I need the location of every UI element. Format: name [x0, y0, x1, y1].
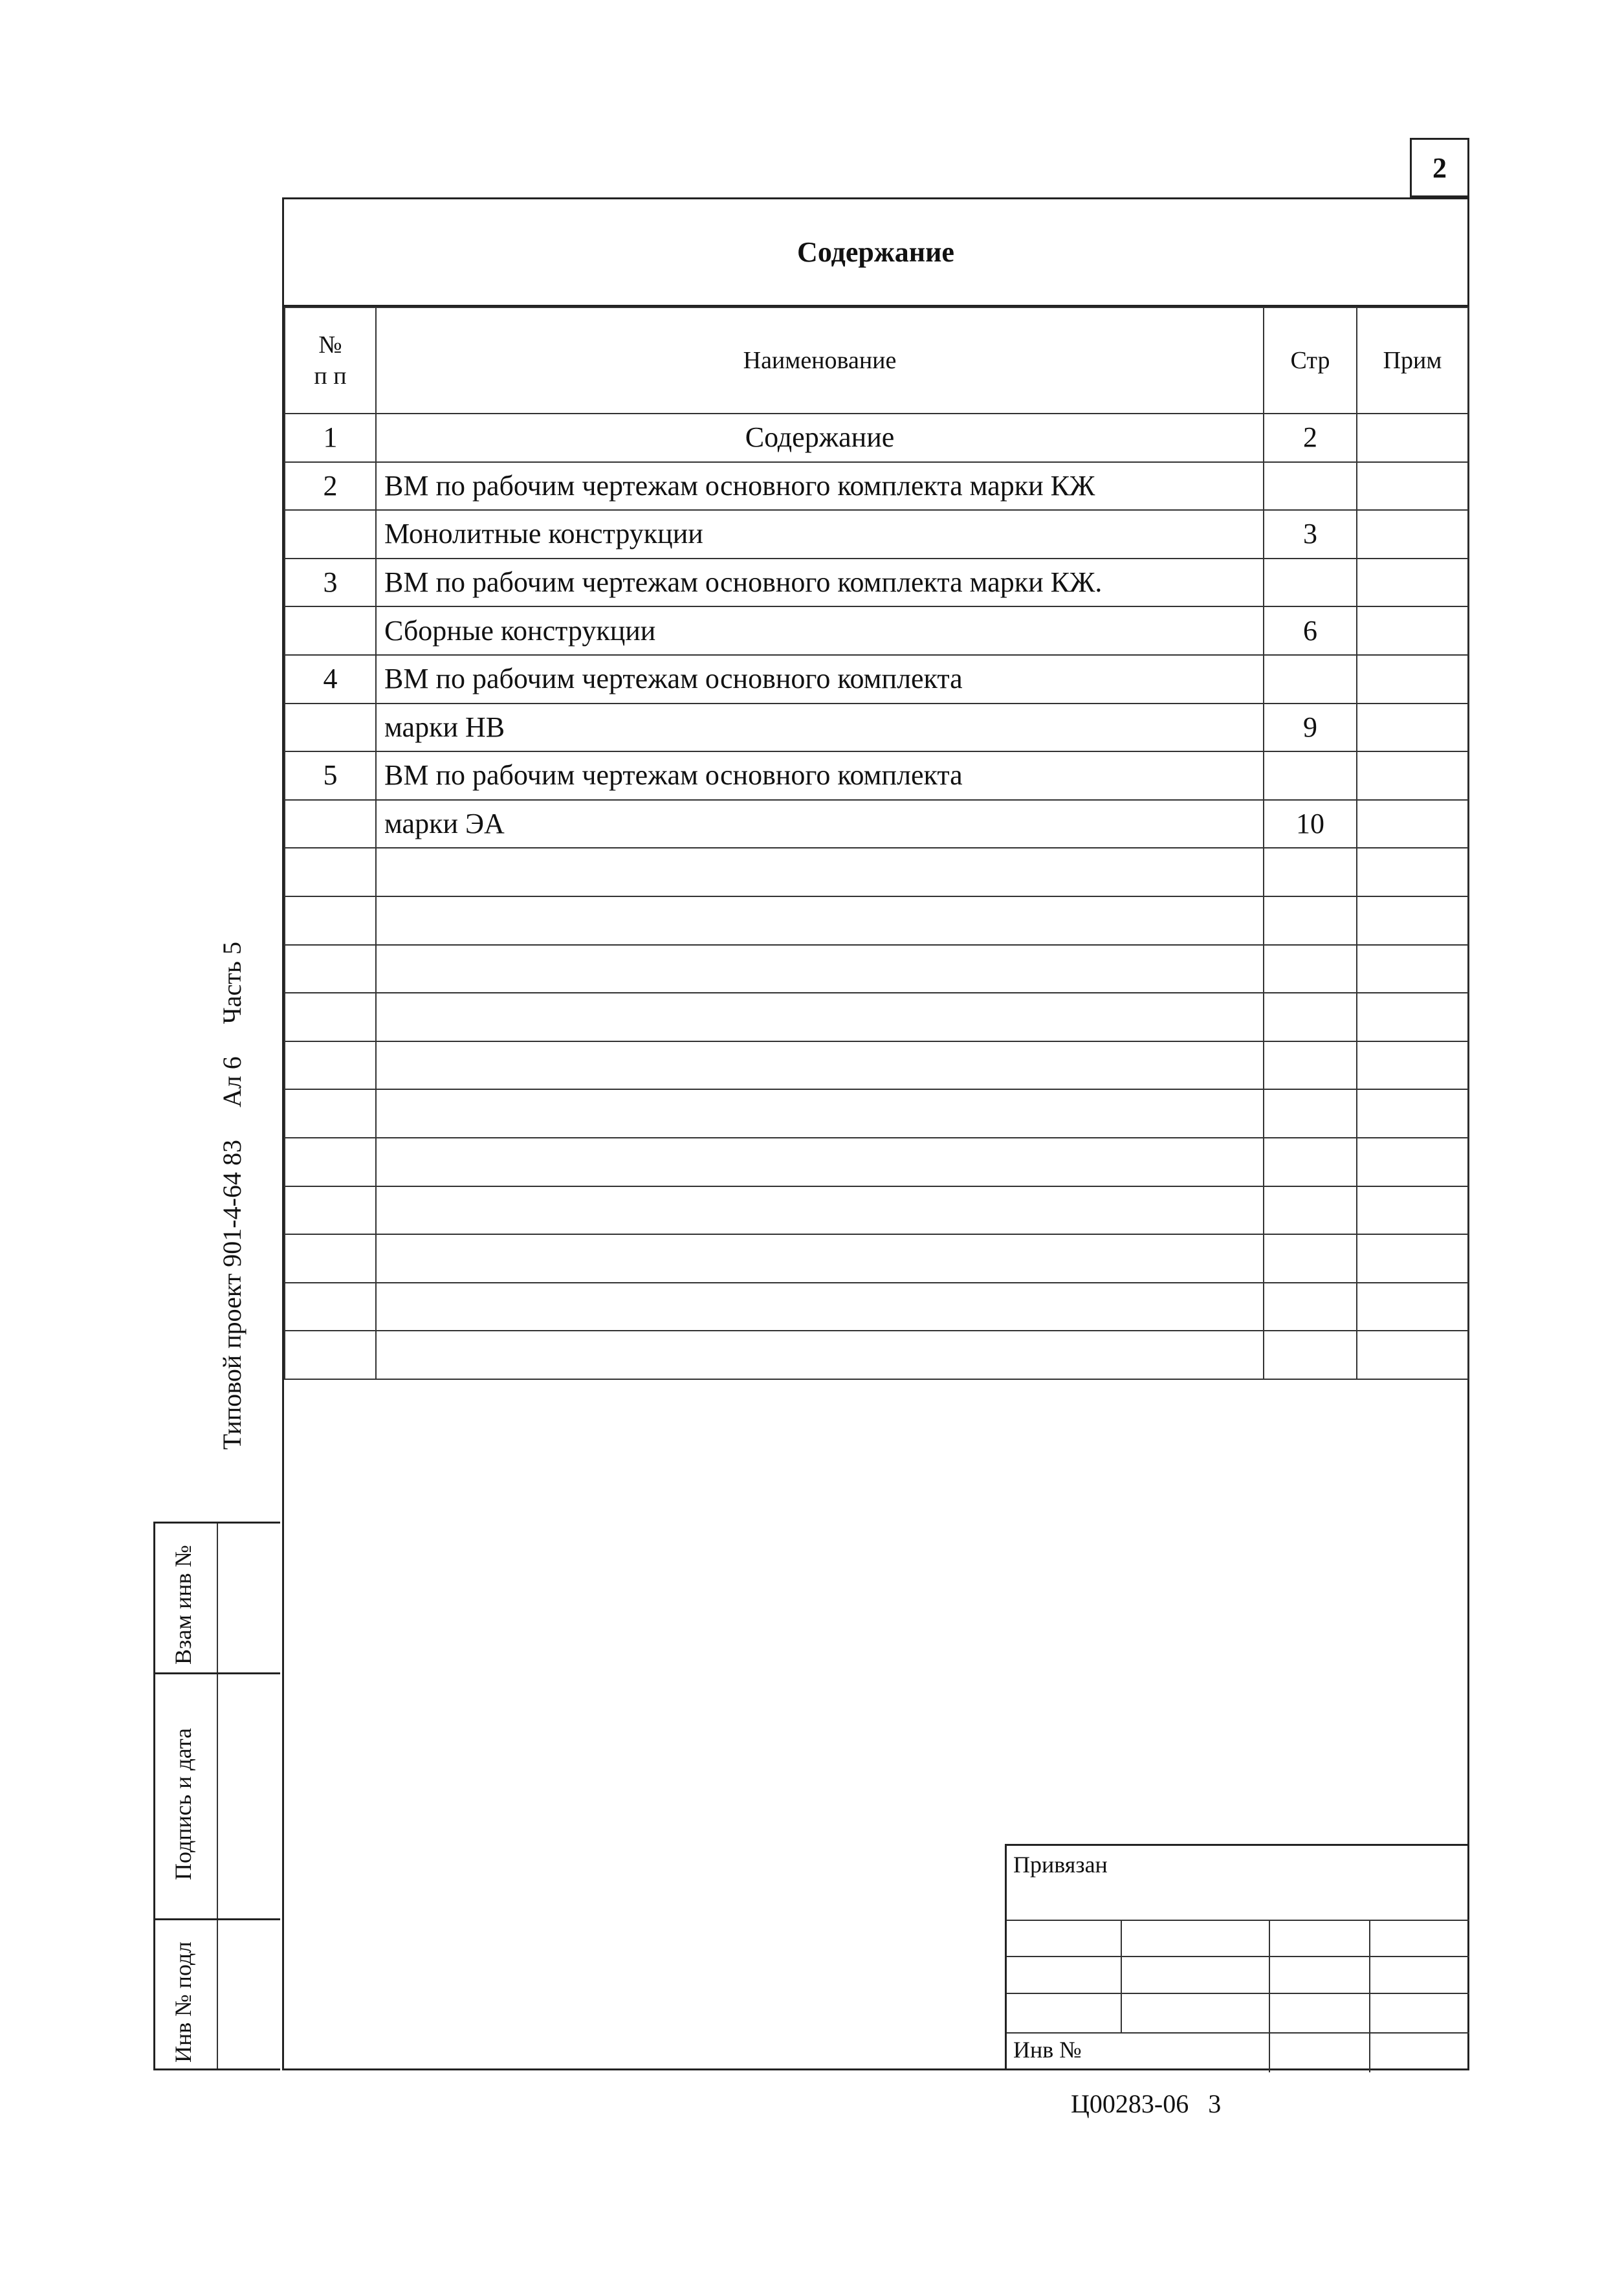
- stamp-inv-podl-label: Инв № подл: [170, 1941, 196, 2063]
- side-project-text: [217, 942, 247, 1450]
- header-num-bottom: п п: [314, 362, 347, 390]
- table-row-empty: [285, 848, 1468, 896]
- table-row: [285, 510, 1468, 559]
- row-page: 9: [1264, 704, 1357, 752]
- stamp-inv-podl: [153, 1918, 280, 2070]
- row-name: ВМ по рабочим чертежам основного комплекта марки КЖ: [376, 462, 1264, 511]
- side-project-label: Типовой проект 901-4-64 83 Ал 6 Часть 5: [217, 941, 247, 1450]
- row-note: [1357, 800, 1468, 848]
- binding-line: [1007, 1993, 1469, 1994]
- table-row: [285, 462, 1468, 511]
- row-page: [1264, 751, 1357, 800]
- row-name: ВМ по рабочим чертежам основного комплекта марки КЖ.: [376, 559, 1264, 607]
- table-row-empty: [285, 1041, 1468, 1090]
- row-page: 10: [1264, 800, 1357, 848]
- row-note: [1357, 414, 1468, 462]
- header-note: Прим: [1357, 307, 1468, 414]
- binding-line: [1007, 1956, 1469, 1957]
- row-name: марки НВ: [376, 704, 1264, 752]
- row-name: Монолитные конструкции: [376, 510, 1264, 559]
- binding-privyazan: Привязан: [1013, 1852, 1108, 1878]
- row-name: Сборные конструкции: [376, 606, 1264, 655]
- table-row: [285, 414, 1468, 462]
- table-row-empty: [285, 993, 1468, 1041]
- page-number: 2: [1432, 151, 1447, 184]
- table-row-empty: [285, 1234, 1468, 1283]
- binding-line: [1007, 2032, 1469, 2034]
- table-row-empty: [285, 1186, 1468, 1235]
- header-num: [285, 307, 376, 414]
- row-name: марки ЭА: [376, 800, 1264, 848]
- row-note: [1357, 606, 1468, 655]
- table-row-empty: [285, 1138, 1468, 1186]
- table-row-empty: [285, 945, 1468, 993]
- table-row: [285, 800, 1468, 848]
- header-num-top: №: [318, 331, 342, 359]
- row-num: 2: [285, 462, 376, 511]
- header-page: Стр: [1264, 307, 1357, 414]
- title-area: [284, 199, 1467, 307]
- row-num: 1: [285, 414, 376, 462]
- page-number-box: [1410, 138, 1469, 197]
- table-row-empty: [285, 1283, 1468, 1331]
- row-num: 5: [285, 751, 376, 800]
- footer-code-text: Ц00283-06 3: [1071, 2089, 1222, 2118]
- row-name: ВМ по рабочим чертежам основного комплекта: [376, 751, 1264, 800]
- row-note: [1357, 559, 1468, 607]
- row-page: 3: [1264, 510, 1357, 559]
- table-row: [285, 655, 1468, 704]
- stamp-podpis-label: Подпись и дата: [170, 1728, 196, 1880]
- row-note: [1357, 510, 1468, 559]
- row-page: 2: [1264, 414, 1357, 462]
- binding-block: [1005, 1844, 1469, 2070]
- stamp-vzam-label: Взам инв №: [170, 1545, 196, 1665]
- table-row: [285, 606, 1468, 655]
- footer-code: [1071, 2089, 1221, 2119]
- row-page: [1264, 655, 1357, 704]
- stamp-podpis: [153, 1674, 280, 1920]
- row-note: [1357, 462, 1468, 511]
- row-note: [1357, 655, 1468, 704]
- stamp-label-cell: [155, 1674, 218, 1918]
- row-num: [285, 606, 376, 655]
- row-page: [1264, 559, 1357, 607]
- stamp-label-cell: [155, 1524, 218, 1672]
- row-name: Содержание: [376, 414, 1264, 462]
- header-name: Наименование: [376, 307, 1264, 414]
- table-row-empty: [285, 896, 1468, 945]
- row-num: 3: [285, 559, 376, 607]
- binding-vline: [1269, 1920, 1270, 2072]
- row-note: [1357, 751, 1468, 800]
- binding-vline: [1121, 1920, 1122, 2032]
- table-row-empty: [285, 1089, 1468, 1138]
- binding-inv-no: Инв №: [1013, 2037, 1082, 2063]
- row-num: [285, 704, 376, 752]
- table-row: [285, 751, 1468, 800]
- table-header-row: [285, 307, 1468, 414]
- row-num: 4: [285, 655, 376, 704]
- stamp-vzam: [153, 1522, 280, 1674]
- row-name: ВМ по рабочим чертежам основного комплекта: [376, 655, 1264, 704]
- table-row-empty: [285, 1331, 1468, 1379]
- row-page: [1264, 462, 1357, 511]
- contents-table: [284, 307, 1469, 1380]
- table-row: [285, 559, 1468, 607]
- row-num: [285, 510, 376, 559]
- row-note: [1357, 704, 1468, 752]
- row-num: [285, 800, 376, 848]
- table-row: [285, 704, 1468, 752]
- row-page: 6: [1264, 606, 1357, 655]
- page-title: Содержание: [797, 236, 954, 268]
- binding-vline: [1369, 1920, 1370, 2072]
- binding-line: [1007, 1920, 1469, 1921]
- stamp-label-cell: [155, 1920, 218, 2068]
